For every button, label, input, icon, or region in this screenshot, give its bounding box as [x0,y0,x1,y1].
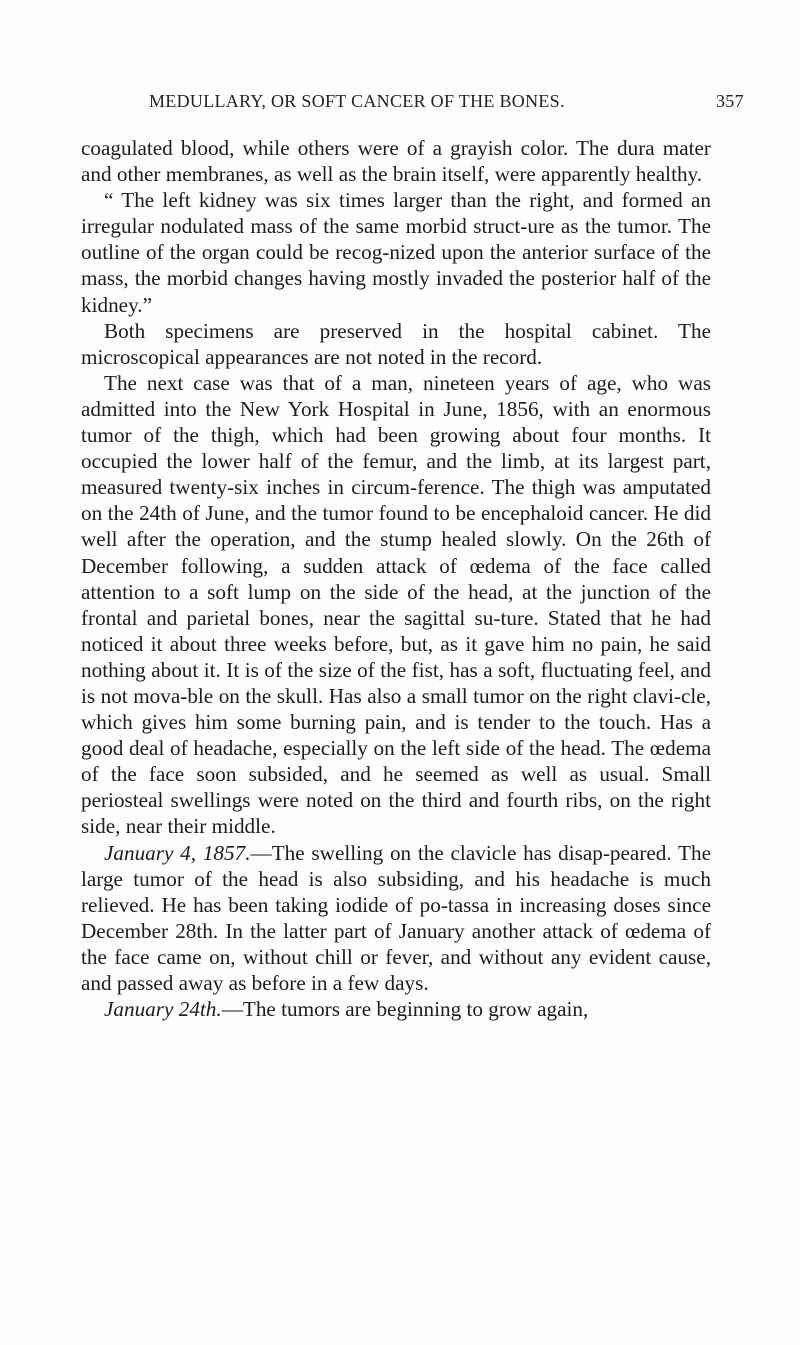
paragraph-case-history: The next case was that of a man, nineteen years of age, who was admitted into the New York Hospital in June, 1856, with an enormous tumor of the thigh, which had been growing about four months. It occupied the lower half of the femur, and the limb, at its largest part, measured twenty-six inches in circum-ference. The thigh was amputated on the 24th of June, and the tumor found to be encephaloid cancer. He did well after the operation, and the stump healed slowly. On the 26th of December following, a sudden attack of œdema of the face called attention to a soft lump on the side of the head, at the junction of the frontal and parietal bones, near the sagittal su-ture. Stated that he had noticed it about three weeks before, but, as it gave him no pain, he said nothing about it. It is of the size of the fist, has a soft, fluctuating feel, and is not mova-ble on the skull. Has also a small tumor on the right clavi-cle, which gives him some burning pain, and is tender to the touch. Has a good deal of headache, especially on the left side of the head. The œdema of the face soon subsided, and he seemed as well as usual. Small periosteal swellings were noted on the third and fourth ribs, on the right side, near their middle. [81,370,711,839]
paragraph-specimens: Both specimens are preserved in the hospital cabinet. The microscopical appearances are not noted in the record. [81,318,711,369]
paragraph-continuation: coagulated blood, while others were of a grayish color. The dura mater and other membranes, as well as the brain itself, were apparently healthy. [81,136,711,187]
entry-january-24: —The tumors are beginning to grow again, [221,997,589,1022]
paragraph-january-4 [81,840,711,997]
entry-january-4: —The swelling on the clavicle has disap-peared. The large tumor of the head is also subsiding, and his headache is much relieved. He has been taking iodide of po-tassa in increasing doses since December 28th. In the latter part of January another attack of œdema of the face came on, without chill or fever, and without any evident cause, and passed away as before in a few days. [81,840,711,995]
paragraph-kidney-quote: “ The left kidney was six times larger than the right, and formed an irregular nodulated mass of the same morbid struct-ure as the tumor. The outline of the organ could be recog-nized upon the anterior surface of the mass, the morbid changes having mostly invaded the posterior half of the kidney.” [81,188,711,317]
running-head-title: MEDULLARY, OR SOFT CANCER OF THE BONES. [149,91,565,111]
date-january-24: January 24th. [104,997,222,1022]
body-text [81,135,711,1022]
date-january-4: January 4, 1857. [104,840,251,865]
page-number: 357 [716,91,744,111]
paragraph-january-24 [81,996,711,1022]
running-header [0,91,800,117]
